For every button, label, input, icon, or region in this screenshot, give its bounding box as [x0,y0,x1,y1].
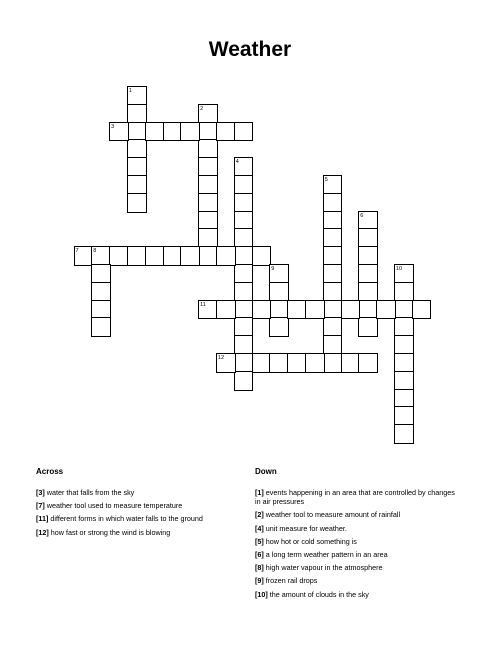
grid-cell[interactable] [323,246,343,266]
grid-cell[interactable] [234,335,254,355]
grid-cell[interactable] [358,246,378,266]
grid-cell[interactable] [394,424,414,444]
grid-cell[interactable] [127,193,147,213]
clue-number: 9 [271,266,275,272]
grid-cell[interactable] [305,353,325,373]
down-clue: [9] frozen rail drops [255,576,318,586]
grid-cell[interactable] [109,122,129,142]
across-clues [36,467,236,541]
grid-cell[interactable] [180,246,200,266]
grid-cell[interactable] [358,353,378,373]
grid-cell[interactable] [341,300,361,320]
down-clue: [8] high water vapour in the atmosphere [255,563,383,573]
clue-number: 6 [360,212,364,219]
grid-cell[interactable] [216,246,236,266]
down-clue: [5] how hot or cold something is [255,536,357,546]
across-clue: [7] weather tool used to measure temperature [36,501,183,511]
clue-number: 1 [128,88,132,94]
grid-cell[interactable] [323,335,343,355]
grid-cell[interactable] [394,335,414,355]
clue-number: 8 [93,248,97,255]
down-heading: Down [255,467,277,476]
grid-cell[interactable] [252,300,272,320]
grid-cell[interactable] [252,246,272,266]
grid-cell[interactable] [234,157,254,177]
clue-number: 4 [235,159,239,166]
grid-cell[interactable] [234,246,254,266]
grid-cell[interactable] [216,353,236,373]
down-clue: [2] weather tool to measure amount of rainfall [255,510,401,520]
grid-cell[interactable] [180,122,200,142]
puzzle-title: Weather [208,38,292,61]
clue-number: 5 [324,177,328,183]
grid-cell[interactable] [216,300,236,320]
down-clues [255,467,460,603]
across-clue: [12] how fast or strong the wind is blowing [36,527,171,537]
clue-number: 11 [200,301,206,308]
across-clue: [11] different forms in which water falls to the ground [36,514,203,524]
down-clue: [4] unit measure for weather. [255,523,347,533]
across-heading: Across [36,467,64,476]
grid-cell[interactable] [198,157,218,177]
down-clue: [1] events happening in an area that are controlled by changes in air pressures [255,488,455,507]
across-clue: [3] water that falls from the sky [36,488,135,497]
grid-cell[interactable] [234,371,254,391]
clue-number: 2 [200,105,204,112]
grid-cell[interactable] [145,122,165,142]
grid-cell[interactable] [127,157,147,177]
down-clue: [6] a long term weather pattern in an area [255,550,388,560]
clue-number: 3 [111,123,115,130]
down-clue: [10] the amount of clouds in the sky [255,589,369,599]
grid-cell[interactable] [91,317,111,337]
grid-cell[interactable] [305,300,325,320]
grid-cell[interactable] [234,122,254,142]
clue-number: 10 [395,266,403,272]
clue-number: 7 [75,248,79,255]
clue-number: 12 [217,355,225,361]
grid-cell[interactable] [376,300,396,320]
grid-cell[interactable] [145,246,165,266]
grid-cell[interactable] [412,300,432,320]
grid-cell[interactable] [358,317,378,337]
grid-cell[interactable] [323,353,343,373]
grid-cell[interactable] [269,317,289,337]
